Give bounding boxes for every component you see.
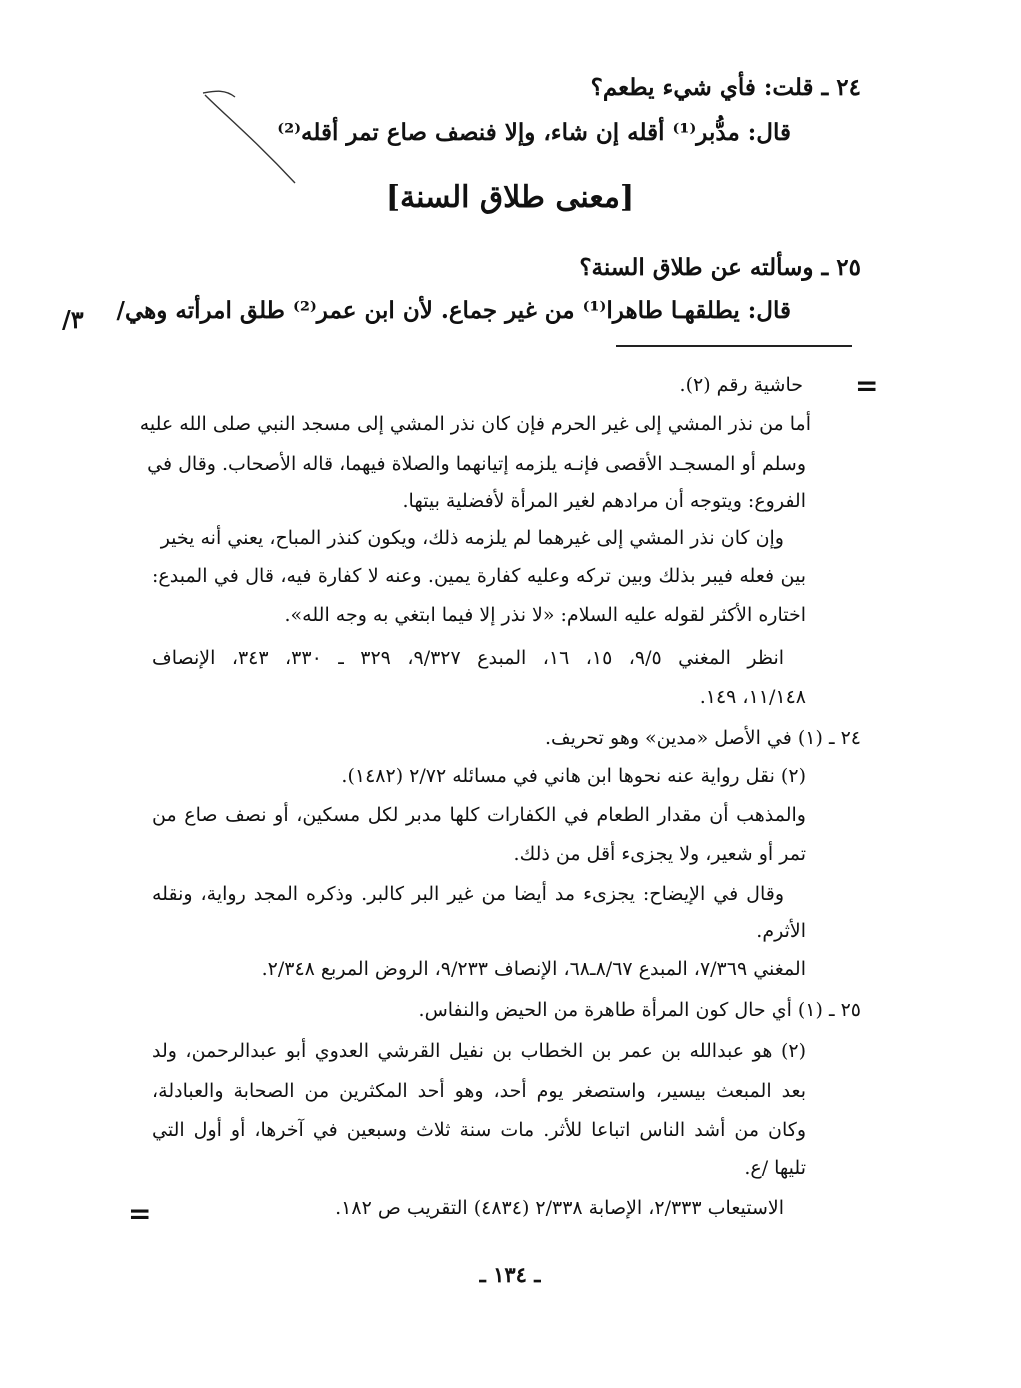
footnote-line: ١١/١٤٨، ١٤٩. <box>699 686 806 708</box>
question-24: ٢٤ ـ قلت: فأي شيء يطعم؟ <box>590 74 861 101</box>
footnote-line: ٢٤ ـ (١) في الأصل «مدين» وهو تحريف. <box>544 727 861 749</box>
footnote-line: وإن كان نذر المشي إلى غيرهما لم يلزمه ذلك، ويكون كنذر المباح، يعني أنه يخير <box>160 527 784 549</box>
footnote-line: ٢٥ ـ (١) أي حال كون المرأة طاهرة من الحيض والنفاس. <box>418 999 861 1021</box>
footnote-line: الفروع: ويتوجه أن مرادهم لغير المرأة لأفضلية بيتها. <box>402 490 806 512</box>
end-marker: = <box>128 1197 152 1230</box>
footnote-line: المغني ٧/٣٦٩، المبدع ٨/٦٧ـ٦٨، الإنصاف ٩/٢٣٣، الروض المربع ٢/٣٤٨. <box>261 958 806 980</box>
continuation-marker: = <box>855 369 879 402</box>
footnote-line: وسلم أو المسجـد الأقصى فإنـه يلزمه إتيانهما والصلاة فيهما، قاله الأصحاب. وقال في <box>147 453 806 475</box>
page-number: ـ ١٣٤ ـ <box>479 1262 541 1287</box>
answer-25: قال: يطلقهـا طاهرا⁽¹⁾ من غير جماع. لأن ابن عمر⁽²⁾ طلق امرأته وهي/ <box>116 297 791 324</box>
footnote-line: تليها /ع. <box>744 1157 806 1179</box>
section-heading: [معنى طلاق السنة] <box>385 180 635 215</box>
footnote-separator <box>616 345 852 347</box>
footnote-line: أما من نذر المشي إلى غير الحرم فإن كان نذر المشي إلى مسجد النبي صلى الله عليه <box>139 413 811 435</box>
footnote-line: والمذهب أن مقدار الطعام في الكفارات كلها مدبر لكل مسكين، أو نصف صاع من <box>152 804 806 826</box>
answer-24: قال: مدُّبر⁽¹⁾ أقله إن شاء، وإلا فنصف صاع تمر أقله⁽²⁾ <box>277 119 791 146</box>
footnote-line: بين فعله فيبر بذلك وبين تركه وعليه كفارة يمين. وعنه لا كفارة فيه، قال في المبدع: <box>152 565 806 587</box>
margin-folio-reference: /٣ <box>62 305 84 334</box>
footnote-line: وكان من أشد الناس اتباعا للأثر. مات سنة ثلاث وسبعين في آخرها، أو أول التي <box>152 1119 806 1141</box>
question-25: ٢٥ ـ وسألته عن طلاق السنة؟ <box>579 254 861 281</box>
footnote-line: تمر أو شعير، ولا يجزىء أقل من ذلك. <box>513 843 806 865</box>
footnote-line: انظر المغني ٩/٥، ١٥، ١٦، المبدع ٩/٣٢٧، ٣٢٩ ـ ٣٣٠، ٣٤٣، الإنصاف <box>152 647 785 669</box>
footnote-line: (٢) هو عبدالله بن عمر بن الخطاب بن نفيل القرشي العدوي أبو عبدالرحمن، ولد <box>152 1040 806 1062</box>
footnote-line: وقال في الإيضاح: يجزىء مد أيضا من غير البر كالبر. وذكره المجد رواية، ونقله <box>152 883 784 905</box>
footnote-line: بعد المبعث بيسير، واستصغر يوم أحد، وهو أحد المكثرين من الصحابة والعبادلة، <box>152 1080 806 1102</box>
footnote-line: (٢) نقل رواية عنه نحوها ابن هاني في مسائله ٢/٧٢ (١٤٨٢). <box>341 765 806 787</box>
footnote-line: الاستيعاب ٢/٣٣٣، الإصابة ٢/٣٣٨ (٤٨٣٤) التقريب ص ١٨٢. <box>335 1197 784 1219</box>
footnote-line: اختاره الأكثر لقوله عليه السلام: «لا نذر إلا فيما ابتغي به وجه الله». <box>284 604 806 626</box>
footnote-line: الأثرم. <box>756 920 806 942</box>
footnote-line: حاشية رقم (٢). <box>679 374 803 396</box>
